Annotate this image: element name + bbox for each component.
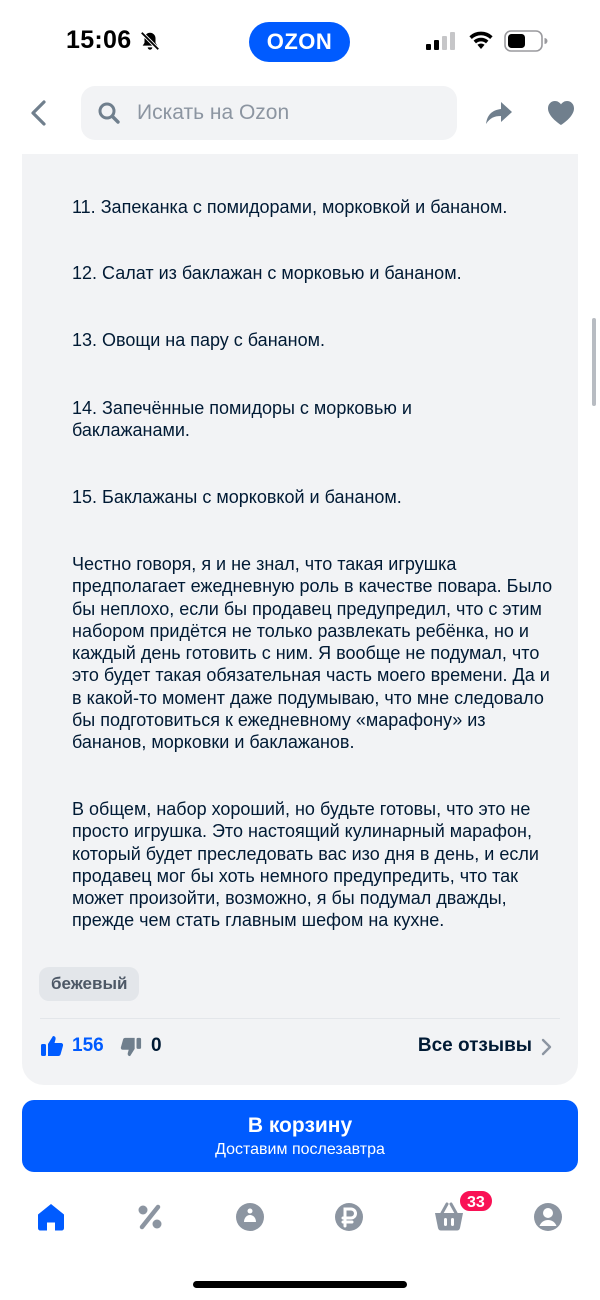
dislike-count[interactable]: 0 [151,1035,162,1056]
search-input[interactable] [137,86,437,140]
wifi-icon [467,29,495,51]
heart-icon[interactable] [546,99,576,127]
review-paragraph: 13. Овощи на пару с бананом. [72,330,325,350]
fresh-icon[interactable] [233,1200,267,1234]
review-paragraph: 14. Запечённые помидоры с морковью и баклажанами. [72,398,412,441]
review-paragraph: 12. Салат из баклажан с морковью и бананом. [72,263,462,283]
battery-icon [504,30,548,52]
review-paragraph: 11. Запеканка с помидорами, морковкой и бананом. [72,197,508,217]
scrollbar[interactable] [592,318,596,406]
ruble-icon[interactable] [332,1200,366,1234]
home-indicator[interactable] [193,1281,407,1288]
thumbs-down-icon[interactable] [120,1036,142,1058]
profile-icon[interactable] [531,1200,565,1234]
chevron-right-icon[interactable] [540,1038,552,1056]
home-icon[interactable] [34,1200,68,1234]
status-bar [0,0,600,84]
cart-button-subtitle: Доставим послезавтра [215,1141,385,1158]
percent-icon[interactable] [133,1200,167,1234]
add-to-cart-button[interactable] [22,1100,578,1172]
thumbs-up-icon[interactable] [40,1034,64,1058]
search-header [0,84,600,154]
review-card [22,154,578,1085]
divider [40,1018,560,1019]
all-reviews-link[interactable]: Все отзывы [417,1035,532,1056]
status-time: 15:06 [66,26,132,54]
share-icon[interactable] [484,98,514,128]
back-arrow-icon[interactable] [26,98,54,128]
review-paragraph: 15. Баклажаны с морковкой и бананом. [72,487,402,507]
bottom-nav [0,1190,600,1250]
search-icon [97,101,121,125]
search-box[interactable] [81,86,457,140]
bell-off-icon [139,30,161,52]
cart-button-title: В корзину [247,1114,353,1137]
like-count[interactable]: 156 [72,1035,104,1056]
review-reactions [40,1030,560,1064]
review-paragraph: Честно говоря, я и не знал, что такая игрушка предполагает ежедневную роль в качестве повара. Было бы неплохо, если бы продавец предупредил, что с этим набором придётся не только развлекать ребёнка, но и каждый день готовить с ним. Я вообще не подумал, что это будет такая обязательная часть моего времени. Да и в какой-то момент даже подумываю, что мне следовало бы подготовиться к ежедневному «марафону» из бананов, морковки и баклажанов. [72,554,553,753]
ozon-logo-pill: OZON [249,22,350,62]
signal-icon [426,32,456,50]
color-tag: бежевый [39,967,139,1001]
cart-count-badge: 33 [458,1189,494,1213]
review-paragraph: В общем, набор хороший, но будьте готовы, что это не просто игрушка. Это настоящий кулинарный марафон, который будет преследовать вас изо дня в день, и если продавец мог бы хоть немного предупредить, что так может произойти, возможно, я бы подумал дважды, прежде чем стать главным шефом на кухне. [72,799,539,931]
